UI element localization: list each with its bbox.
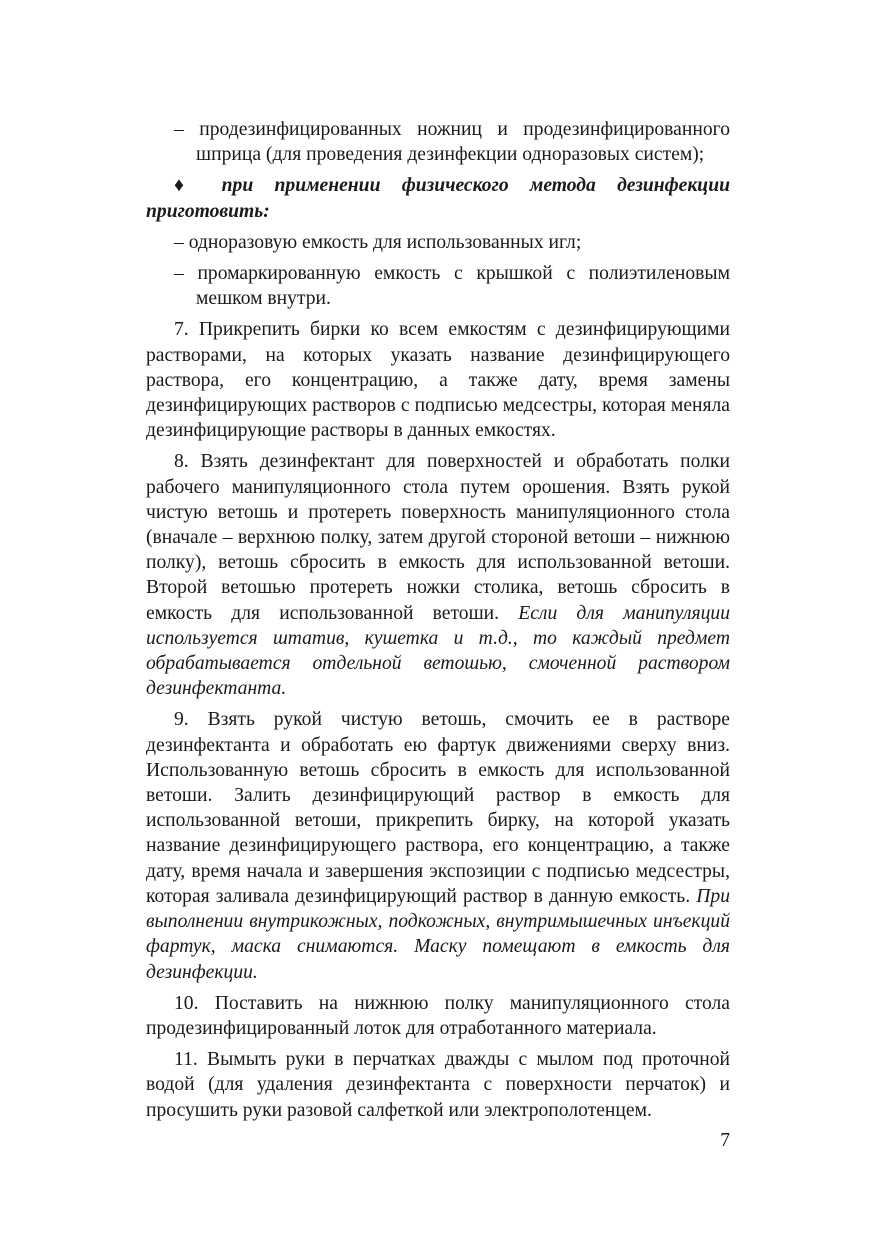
step-10: 10. Поставить на нижнюю полку манипуляционного стола продезинфицированный лоток для отработанного материала. [146,992,730,1039]
step-11: 11. Вымыть руки в перчатках дважды с мылом под проточной водой (для удаления дезинфектанта с поверхности перчаток) и просушить руки разовой салфеткой или электрополотенцем. [146,1049,730,1121]
list-item-scissors-syringe: – продезинфицированных ножниц и продезинфицированного шприца (для проведения дезинфекции одноразовых систем); [174,119,730,166]
list-item-marked-container: – промаркированную емкость с крышкой с полиэтиленовым мешком внутри. [174,263,730,310]
step-8-note: Если для манипуляции используется штатив, кушетка и т.д., то каждый предмет обрабатывается отдельной ветошью, смоченной раствором дезинфектанта. [146,602,730,700]
step-7: 7. Прикрепить бирки ко всем емкостям с дезинфицирующими растворами, на которых указать название дезинфицирующего раствора, его концентрацию, а также дату, время замены дезинфицирующих растворов с подписью медсестры, которая меняла дезинфицирующие растворы в данных емкостях. [146,319,730,442]
physical-method-heading: ♦ при применении физического метода дезинфекции приготовить: [146,175,730,222]
step-9-note: При выполнении внутрикожных, подкожных, внутримышечных инъекций фартук, маска снимаются. Маску помещают в емкость для дезинфекции. [146,885,731,983]
body-text [146,117,730,1129]
list-item-needle-container: – одноразовую емкость для использованных игл; [174,231,582,253]
step-9 [146,707,730,984]
step-8 [146,449,730,701]
page-number: 7 [720,1130,730,1151]
step-9-text: 9. Взять рукой чистую ветошь, смочить ее в растворе дезинфектанта и обработать ею фартук движениями сверху вниз. Использованную ветошь сбросить в емкость для использованной ветоши. Залить дезинфицирующий раствор в емкость для использованной ветоши, прикрепить бирку, на которой указать название дезинфицирующего раствора, его концентрацию, а также дату, время начала и завершения экспозиции с подписью медсестры, которая заливала дезинфицирующий раствор в данную емкость. [146,709,730,907]
step-8-text: 8. Взять дезинфектант для поверхностей и обработать полки рабочего манипуляционного стола путем орошения. Взять рукой чистую ветошь и протереть поверхность манипуляционного стола (вначале – верхнюю полку, затем другой стороной ветоши – нижнюю полку), ветошь сбросить в емкость для использованной ветоши. Второй ветошью протереть ножки столика, ветошь сбросить в емкость для использованной ветоши. [146,451,730,624]
